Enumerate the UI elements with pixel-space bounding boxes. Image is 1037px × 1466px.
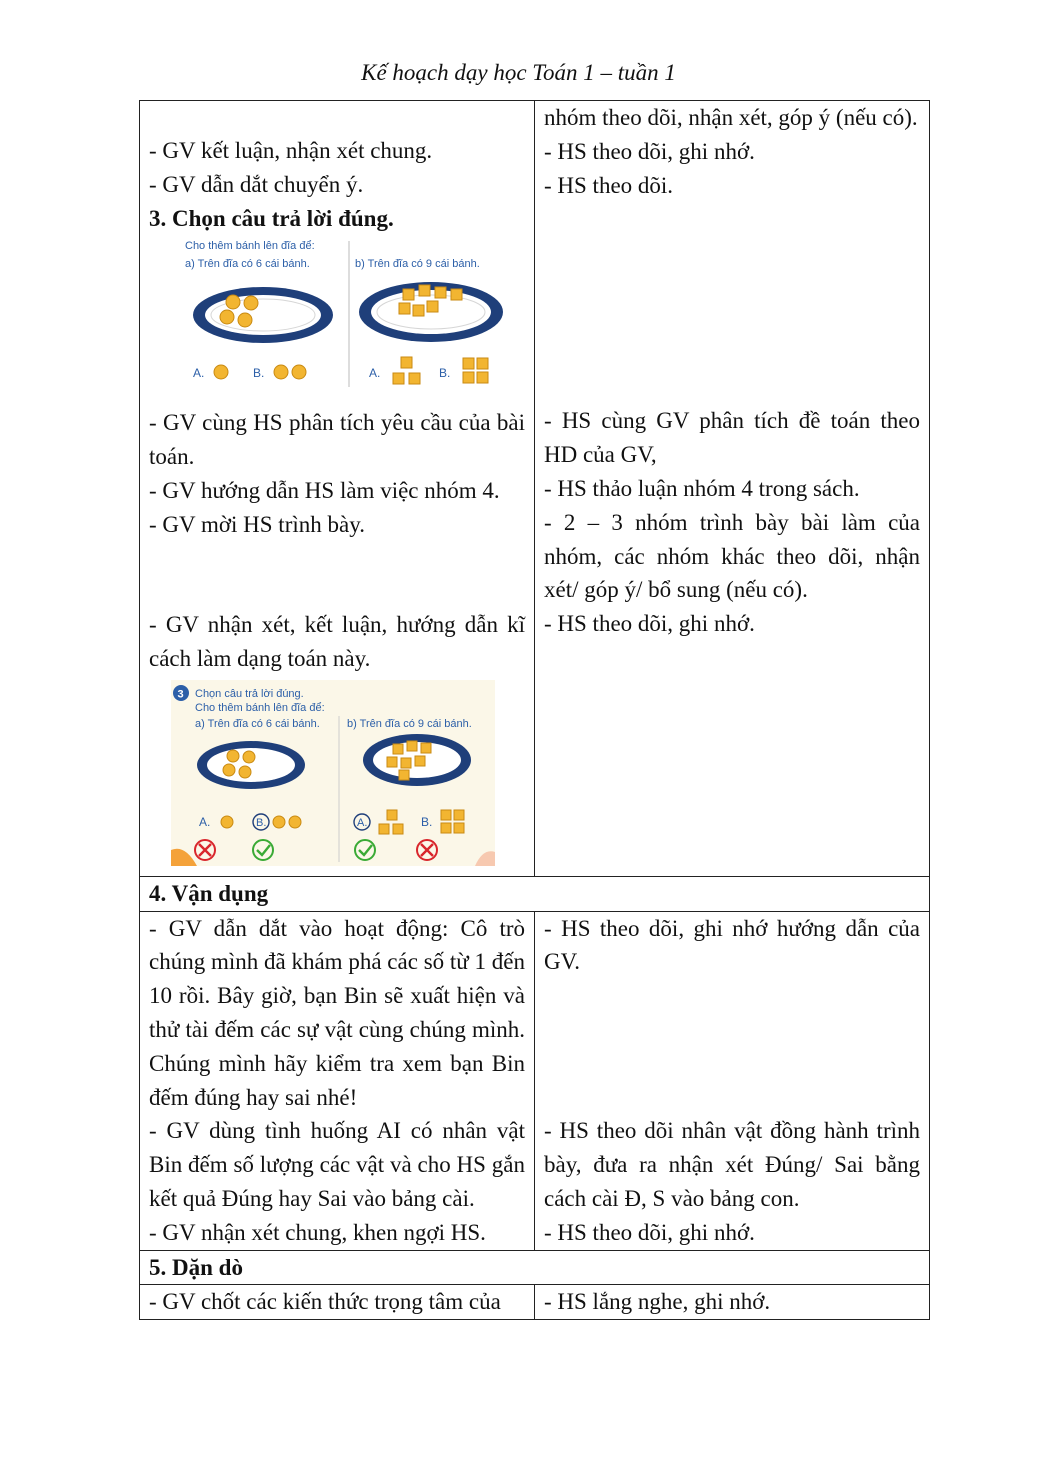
square-cake (401, 357, 412, 368)
square-cake (387, 757, 397, 767)
square-cake (401, 758, 411, 768)
option-b-label: B. (439, 366, 451, 381)
text-line: - HS theo dõi, ghi nhớ. (544, 1219, 755, 1245)
cake (292, 365, 306, 379)
text-line: - GV nhận xét chung, khen ngợi HS. (149, 1219, 486, 1245)
table-row (140, 911, 930, 1250)
square-cake (454, 823, 464, 833)
square-cake (454, 810, 464, 820)
text-line: - HS cùng GV phân tích đề toán theo HD của GV, (544, 408, 920, 468)
text-line: - GV chốt các kiến thức trọng tâm của (149, 1289, 501, 1315)
square-cake (477, 372, 488, 383)
cake (244, 296, 258, 310)
text-line: - GV hướng dẫn HS làm việc nhóm 4. (149, 477, 500, 503)
text-line: - 2 – 3 nhóm trình bày bài làm của nhóm, các nhóm khác theo dõi, nhận xét/ góp ý/ bổ sung (nếu có). (544, 509, 920, 603)
section-heading: 5. Dặn dò (140, 1250, 930, 1285)
square-cake (463, 372, 474, 383)
square-cake (413, 305, 424, 316)
square-cake (393, 373, 404, 384)
text-line: - GV kết luận, nhận xét chung. (149, 138, 433, 163)
cake (227, 750, 239, 762)
square-cake (403, 289, 414, 300)
cake (220, 310, 234, 324)
square-cake (387, 810, 397, 820)
square-cake (393, 824, 403, 834)
option-a-label: A. (199, 814, 211, 829)
table-row (140, 876, 930, 911)
cake (239, 766, 251, 778)
square-cake (399, 770, 409, 780)
square-cake (463, 358, 474, 369)
option-a-label: A. (369, 366, 381, 381)
text-line: - HS lắng nghe, ghi nhớ. (544, 1289, 771, 1315)
square-cake (441, 810, 451, 820)
figure-part-a: a) Trên đĩa có 6 cái bánh. (185, 258, 310, 271)
exercise-figure-2 (171, 680, 495, 866)
cake (238, 313, 252, 327)
exercise-figure-1 (181, 237, 509, 392)
cake (221, 816, 233, 828)
cake (243, 751, 255, 763)
student-activities-cell (535, 101, 930, 877)
figure-part-b: b) Trên đĩa có 9 cái bánh. (355, 258, 480, 271)
lesson-table (139, 100, 930, 1320)
text-line: - HS theo dõi, ghi nhớ hướng dẫn của GV. (544, 915, 920, 975)
text-line: - HS theo dõi, ghi nhớ. (544, 611, 755, 637)
square-cake (451, 289, 462, 300)
cake (289, 816, 301, 828)
exercise-number: 3 (177, 688, 184, 701)
square-cake (421, 743, 431, 753)
square-cake (435, 287, 446, 298)
square-cake (427, 301, 438, 312)
text-line: - HS theo dõi, ghi nhớ. (544, 138, 755, 164)
square-cake (379, 824, 389, 834)
teacher-activities-cell (140, 101, 535, 877)
square-cake (419, 285, 430, 296)
text-line: - HS thảo luận nhóm 4 trong sách. (544, 475, 860, 501)
text-line: - GV nhận xét, kết luận, hướng dẫn kĩ cách làm dạng toán này. (149, 612, 525, 672)
option-a-label: A. (193, 366, 205, 381)
teacher-activities-cell (140, 911, 535, 1250)
square-cake (399, 303, 410, 314)
option-a-label: A. (357, 816, 368, 829)
text-line: nhóm theo dõi, nhận xét, góp ý (nếu có). (544, 105, 918, 130)
figure-part-a: a) Trên đĩa có 6 cái bánh. (195, 717, 320, 730)
figure-part-b: b) Trên đĩa có 9 cái bánh. (347, 717, 472, 730)
text-line: - HS theo dõi nhân vật đồng hành trình bày, đưa ra nhận xét Đúng/ Sai bằng cách cài Đ, S vào bảng con. (544, 1118, 920, 1211)
text-line: - HS theo dõi. (544, 172, 674, 198)
student-activities-cell (535, 1285, 930, 1320)
cake (273, 816, 285, 828)
square-cake (409, 373, 420, 384)
section-heading: 4. Vận dụng (140, 876, 930, 911)
text-line: - GV dẫn dắt vào hoạt động: Cô trò chúng mình đã khám phá các số từ 1 đến 10 rồi. Bây giờ, bạn Bin sẽ xuất hiện và thử tài đếm các sự vật cùng chúng mình. Chúng mình hãy kiểm tra xem bạn Bin đếm đúng hay sai nhé! (149, 915, 525, 1110)
cake (214, 365, 228, 379)
square-cake (393, 744, 403, 754)
cake (274, 365, 288, 379)
figure-heading: Chọn câu trả lời đúng. (195, 687, 304, 700)
text-line: - GV mời HS trình bày. (149, 511, 365, 537)
page-header: Kế hoạch dạy học Toán 1 – tuần 1 (361, 60, 676, 85)
exercise-heading: 3. Chọn câu trả lời đúng. (149, 205, 394, 231)
student-activities-cell (535, 911, 930, 1250)
table-row (140, 1250, 930, 1285)
table-row (140, 101, 930, 877)
teacher-activities-cell (140, 1285, 535, 1320)
square-cake (415, 756, 425, 766)
option-b-label: B. (421, 814, 433, 829)
text-line: - GV dẫn dắt chuyển ý. (149, 171, 364, 197)
figure-title: Cho thêm bánh lên đĩa để: (185, 240, 315, 253)
square-cake (407, 741, 417, 751)
text-line: - GV dùng tình huống AI có nhân vật Bin đếm số lượng các vật và cho HS gắn kết quả Đúng hay Sai vào bảng cài. (149, 1118, 525, 1211)
figure-title: Cho thêm bánh lên đĩa để: (195, 701, 325, 714)
square-cake (441, 823, 451, 833)
text-line: - GV cùng HS phân tích yêu cầu của bài toán. (149, 410, 525, 469)
cake (226, 295, 240, 309)
option-b-label: B. (253, 366, 265, 381)
option-b-label: B. (256, 816, 267, 829)
square-cake (477, 358, 488, 369)
table-row (140, 1285, 930, 1320)
cake (223, 764, 235, 776)
